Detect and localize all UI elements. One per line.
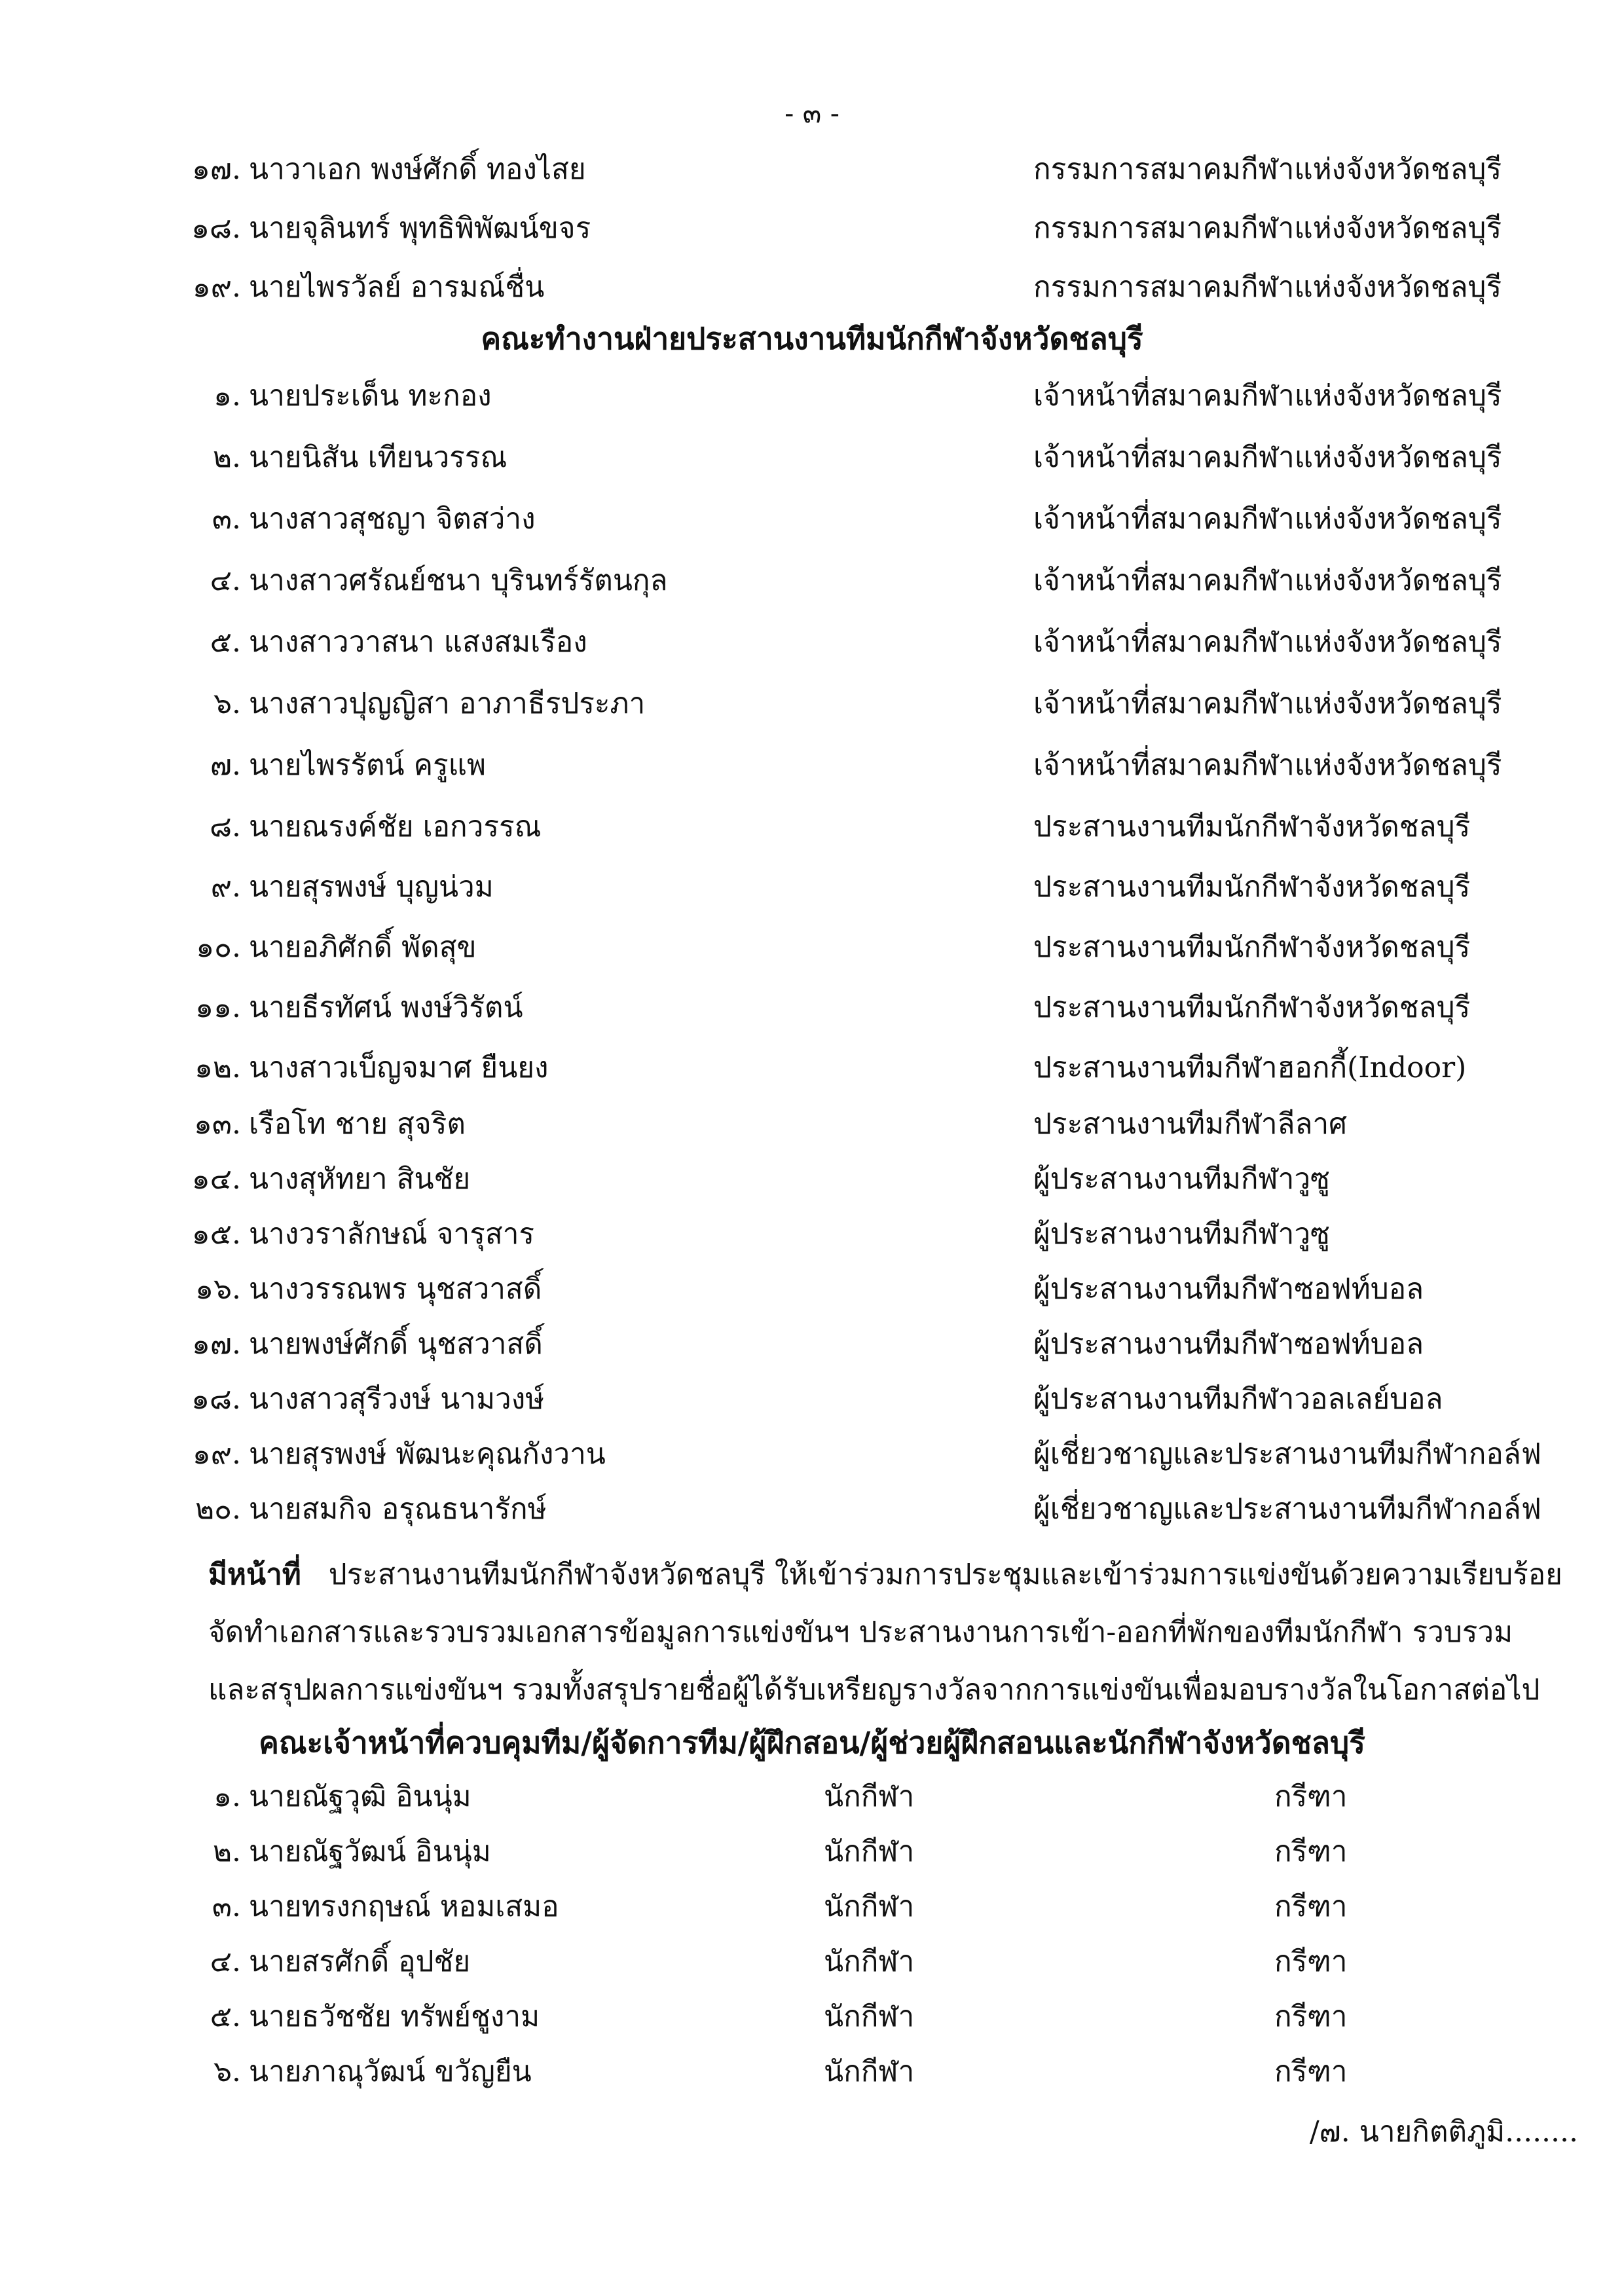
person-name: นายภาณุวัฒน์ ขวัญยืน	[249, 2055, 532, 2088]
item-number: ๑๖.	[195, 1272, 241, 1306]
duty-line: ประสานงานทีมนักกีฬาจังหวัดชลบุรี ให้เข้าร่วมการประชุมและเข้าร่วมการแข่งขันด้วยความเรียบร้อย	[328, 1558, 1562, 1591]
list-item	[0, 430, 1624, 486]
list-item	[0, 799, 1624, 855]
person-name: เรือโท ชาย สุจริต	[249, 1107, 466, 1141]
person-position: กรรมการสมาคมกีฬาแห่งจังหวัดชลบุรี	[1033, 270, 1502, 304]
item-number: ๑๑.	[195, 991, 241, 1024]
person-name: นายไพรวัลย์ อารมณ์ชื่น	[249, 270, 545, 304]
person-position: ผู้ประสานงานทีมกีฬาซอฟท์บอล	[1033, 1272, 1424, 1306]
list-item	[0, 1371, 1624, 1428]
list-item	[0, 1316, 1624, 1373]
person-name: นางวรรณพร นุชสวาสดิ์	[249, 1272, 542, 1306]
person-name: นายณัฐวุฒิ อินนุ่ม	[249, 1780, 471, 1813]
person-role: นักกีฬา	[824, 1890, 915, 1923]
list-item	[0, 368, 1624, 424]
table-row	[0, 1989, 1624, 2044]
list-item	[0, 1151, 1624, 1208]
person-name: นายจุลินทร์ พุทธิพิพัฒน์ขจร	[249, 212, 591, 245]
person-position: ผู้เชี่ยวชาญและประสานงานทีมกีฬากอล์ฟ	[1033, 1492, 1541, 1526]
person-position: ประสานงานทีมนักกีฬาจังหวัดชลบุรี	[1033, 931, 1471, 964]
sport-type: กรีฑา	[1274, 1945, 1348, 1978]
list-item	[0, 1206, 1624, 1263]
person-name: นายนิสัน เทียนวรรณ	[249, 441, 507, 474]
duty-line: จัดทำเอกสารและรวบรวมเอกสารข้อมูลการแข่งขันฯ ประสานงานการเข้า-ออกที่พักของทีมนักกีฬา รวบรวม	[208, 1616, 1513, 1649]
item-number: ๑๙.	[192, 270, 241, 304]
list-item	[0, 737, 1624, 794]
duty-label: มีหน้าที่	[208, 1558, 301, 1591]
person-position: ผู้ประสานงานทีมกีฬาซอฟท์บอล	[1033, 1327, 1424, 1361]
item-number: ๑๗.	[191, 1327, 241, 1361]
item-number: ๑๒.	[194, 1051, 241, 1084]
person-name: นายอภิศักดิ์ พัดสุข	[249, 931, 477, 964]
item-number: ๑๓.	[194, 1107, 241, 1141]
person-name: นายสุรพงษ์ บุญน่วม	[249, 870, 494, 904]
person-position: ประสานงานทีมนักกีฬาจังหวัดชลบุรี	[1033, 870, 1471, 904]
table-row	[0, 2044, 1624, 2099]
item-number: ๕.	[210, 2000, 241, 2033]
item-number: ๔.	[210, 564, 241, 597]
sport-type: กรีฑา	[1274, 1835, 1348, 1868]
list-item	[0, 259, 1624, 316]
list-item	[0, 980, 1624, 1036]
person-position: กรรมการสมาคมกีฬาแห่งจังหวัดชลบุรี	[1033, 153, 1502, 186]
person-name: นายสรศักดิ์ อุปชัย	[249, 1945, 471, 1978]
list-item	[0, 1096, 1624, 1153]
person-position: ผู้ประสานงานทีมกีฬาวูซู	[1033, 1162, 1330, 1196]
section-title: คณะทำงานฝ่ายประสานงานทีมนักกีฬาจังหวัดชลบุรี	[481, 321, 1143, 356]
item-number: ๑๕.	[191, 1217, 241, 1251]
person-name: นายพงษ์ศักดิ์ นุชสวาสดิ์	[249, 1327, 543, 1361]
person-name: นางสาวสุชญา จิตสว่าง	[249, 502, 536, 536]
sport-type: กรีฑา	[1274, 2000, 1348, 2033]
item-number: ๑๐.	[196, 931, 241, 964]
item-number: ๑.	[213, 1780, 241, 1813]
person-name: นายทรงกฤษณ์ หอมเสมอ	[249, 1890, 559, 1923]
item-number: ๓.	[212, 502, 241, 536]
person-position: ผู้ประสานงานทีมกีฬาวูซู	[1033, 1217, 1330, 1251]
person-position: เจ้าหน้าที่สมาคมกีฬาแห่งจังหวัดชลบุรี	[1033, 564, 1502, 597]
person-name: นายธวัชชัย ทรัพย์ชูงาม	[249, 2000, 540, 2033]
person-position: เจ้าหน้าที่สมาคมกีฬาแห่งจังหวัดชลบุรี	[1033, 749, 1502, 782]
list-item	[0, 919, 1624, 976]
person-name: นายสุรพงษ์ พัฒนะคุณกังวาน	[249, 1437, 606, 1471]
item-number: ๒.	[213, 441, 241, 474]
list-item	[0, 859, 1624, 915]
item-number: ๙.	[210, 870, 241, 904]
item-number: ๗.	[210, 749, 241, 782]
table-row	[0, 1824, 1624, 1879]
item-number: ๒๐.	[195, 1492, 241, 1526]
duty-line: และสรุปผลการแข่งขันฯ รวมทั้งสรุปรายชื่อผู้ได้รับเหรียญรางวัลจากการแข่งขันเพื่อมอบรางวัลในโอกาสต่อไป	[208, 1673, 1540, 1707]
list-item	[0, 200, 1624, 257]
person-role: นักกีฬา	[824, 1945, 915, 1978]
person-name: นางวราลักษณ์ จารุสาร	[249, 1217, 535, 1251]
person-role: นักกีฬา	[824, 2055, 915, 2088]
table-row	[0, 1934, 1624, 1989]
list-item	[0, 1040, 1624, 1096]
person-position: เจ้าหน้าที่สมาคมกีฬาแห่งจังหวัดชลบุรี	[1033, 687, 1502, 720]
person-name: นางสาวเบ็ญจมาศ ยืนยง	[249, 1051, 549, 1084]
list-item	[0, 676, 1624, 732]
person-name: นางสาวศรัณย์ชนา บุรินทร์รัตนกุล	[249, 564, 668, 597]
person-name: นายสมกิจ อรุณธนารักษ์	[249, 1492, 547, 1526]
item-number: ๘.	[210, 810, 241, 843]
item-number: ๑.	[213, 379, 241, 413]
page-number: - ๓ -	[784, 97, 840, 129]
list-item	[0, 553, 1624, 609]
item-number: ๑๙.	[192, 1437, 241, 1471]
duty-paragraph	[208, 1547, 1562, 1603]
list-item	[0, 1481, 1624, 1538]
person-position: เจ้าหน้าที่สมาคมกีฬาแห่งจังหวัดชลบุรี	[1033, 502, 1502, 536]
list-item	[0, 1261, 1624, 1318]
person-name: นาวาเอก พงษ์ศักดิ์ ทองไสย	[249, 153, 586, 186]
item-number: ๑๘.	[191, 212, 241, 245]
person-name: นายณรงค์ชัย เอกวรรณ	[249, 810, 542, 843]
person-name: นางสาววาสนา แสงสมเรือง	[249, 625, 587, 659]
person-role: นักกีฬา	[824, 2000, 915, 2033]
person-name: นางสาวปุญญิสา อาภาธีรประภา	[249, 687, 646, 720]
item-number: ๖.	[213, 2055, 241, 2088]
list-item	[0, 1426, 1624, 1483]
table-row	[0, 1769, 1624, 1824]
person-position: เจ้าหน้าที่สมาคมกีฬาแห่งจังหวัดชลบุรี	[1033, 379, 1502, 413]
item-number: ๒.	[213, 1835, 241, 1868]
item-number: ๑๗.	[191, 153, 241, 186]
person-name: นายประเด็น ทะกอง	[249, 379, 492, 413]
person-name: นายไพรรัตน์ ครูแพ	[249, 749, 487, 782]
table-row	[0, 1879, 1624, 1934]
person-name: นายธีรทัศน์ พงษ์วิรัตน์	[249, 991, 523, 1024]
list-item	[0, 141, 1624, 198]
person-position: ประสานงานทีมนักกีฬาจังหวัดชลบุรี	[1033, 810, 1471, 843]
person-position: ประสานงานทีมนักกีฬาจังหวัดชลบุรี	[1033, 991, 1471, 1024]
person-position: ประสานงานทีมกีฬาฮอกกี้(Indoor)	[1033, 1051, 1467, 1084]
sport-type: กรีฑา	[1274, 1890, 1348, 1923]
person-position: เจ้าหน้าที่สมาคมกีฬาแห่งจังหวัดชลบุรี	[1033, 441, 1502, 474]
person-name: นางสุหัทยา สินชัย	[249, 1162, 471, 1196]
item-number: ๔.	[210, 1945, 241, 1978]
person-position: ผู้ประสานงานทีมกีฬาวอลเลย์บอล	[1033, 1382, 1443, 1416]
list-item	[0, 491, 1624, 547]
item-number: ๑๔.	[191, 1162, 241, 1196]
person-role: นักกีฬา	[824, 1835, 915, 1868]
item-number: ๖.	[213, 687, 241, 720]
item-number: ๓.	[212, 1890, 241, 1923]
list-item	[0, 614, 1624, 671]
item-number: ๕.	[210, 625, 241, 659]
continuation-note: /๗. นายกิตติภูมิ........	[1309, 2115, 1578, 2149]
person-name: นางสาวสุรีวงษ์ นามวงษ์	[249, 1382, 545, 1416]
person-position: ผู้เชี่ยวชาญและประสานงานทีมกีฬากอล์ฟ	[1033, 1437, 1541, 1471]
item-number: ๑๘.	[191, 1382, 241, 1416]
sport-type: กรีฑา	[1274, 2055, 1348, 2088]
person-position: กรรมการสมาคมกีฬาแห่งจังหวัดชลบุรี	[1033, 212, 1502, 245]
person-position: เจ้าหน้าที่สมาคมกีฬาแห่งจังหวัดชลบุรี	[1033, 625, 1502, 659]
sport-type: กรีฑา	[1274, 1780, 1348, 1813]
person-role: นักกีฬา	[824, 1780, 915, 1813]
person-name: นายณัฐวัฒน์ อินนุ่ม	[249, 1835, 491, 1868]
section-title: คณะเจ้าหน้าที่ควบคุมทีม/ผู้จัดการทีม/ผู้ฝึกสอน/ผู้ช่วยผู้ฝึกสอนและนักกีฬาจังหวัดชลบุรี	[259, 1725, 1365, 1760]
person-position: ประสานงานทีมกีฬาลีลาศ	[1033, 1107, 1348, 1141]
